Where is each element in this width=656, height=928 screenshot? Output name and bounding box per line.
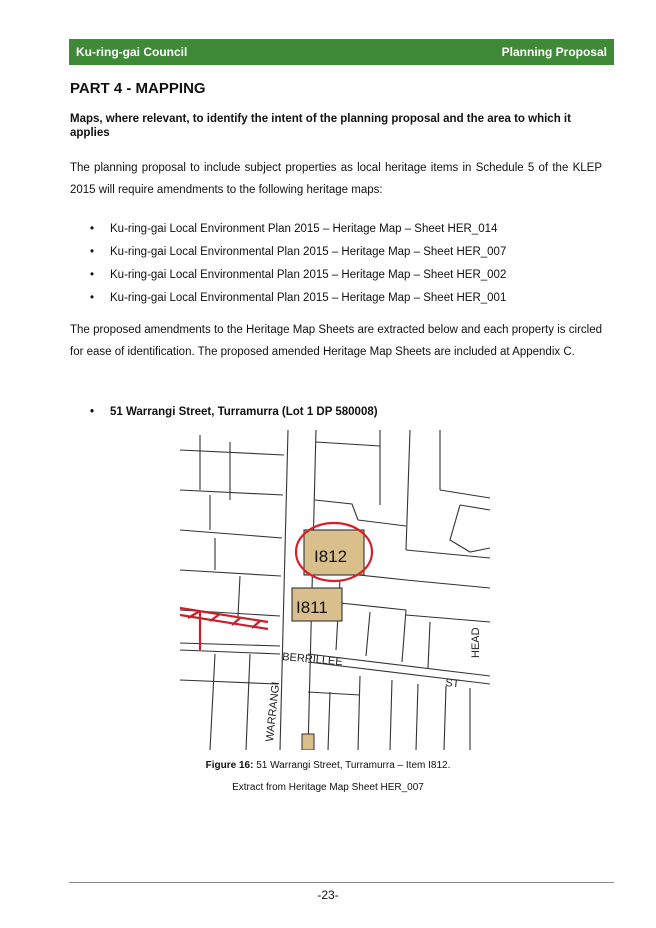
section-title: PART 4 - MAPPING bbox=[70, 80, 206, 97]
item-label-i812: I812 bbox=[314, 547, 348, 566]
street-label-head: HEAD bbox=[470, 627, 482, 658]
heritage-map-extract bbox=[180, 430, 490, 750]
page-header bbox=[69, 39, 614, 65]
street-label-warrangi: WARRANGI bbox=[264, 681, 283, 743]
street-label-st: ST bbox=[444, 677, 460, 691]
intro-paragraph: The planning proposal to include subject properties as local heritage items in Schedule 5 of the KLEP 2015 will require amendments to the following heritage maps: bbox=[70, 162, 602, 196]
property-heading: • 51 Warrangi Street, Turramurra (Lot 1 DP 580008) bbox=[70, 406, 378, 418]
list-item: • Ku-ring-gai Local Environmental Plan 2015 – Heritage Map – Sheet HER_001 bbox=[70, 289, 602, 312]
page-number: -23- bbox=[317, 888, 339, 902]
heritage-map-list bbox=[70, 220, 602, 312]
amendments-paragraph: The proposed amendments to the Heritage Map Sheets are extracted below and each property is circled for ease of identification. The proposed amended Heritage Map Sheets are included at Appendix C. bbox=[70, 324, 602, 358]
figure-label: Figure 16: bbox=[205, 760, 254, 771]
item-label-i811: I811 bbox=[296, 598, 328, 617]
list-item: • Ku-ring-gai Local Environmental Plan 2015 – Heritage Map – Sheet HER_002 bbox=[70, 266, 602, 289]
heritage-lot-lower bbox=[302, 734, 314, 750]
header-document-type: Planning Proposal bbox=[501, 45, 607, 59]
figure-source: Extract from Heritage Map Sheet HER_007 bbox=[232, 782, 424, 793]
section-subtitle: Maps, where relevant, to identify the intent of the planning proposal and the area to which it applies bbox=[70, 113, 571, 139]
list-item: • Ku-ring-gai Local Environment Plan 2015 – Heritage Map – Sheet HER_014 bbox=[70, 220, 602, 243]
list-item: • Ku-ring-gai Local Environmental Plan 2015 – Heritage Map – Sheet HER_007 bbox=[70, 243, 602, 266]
figure-caption: 51 Warrangi Street, Turramurra – Item I812. bbox=[256, 760, 451, 771]
street-label-berrillee: BERRILLEE bbox=[281, 651, 344, 669]
header-organisation: Ku-ring-gai Council bbox=[76, 45, 188, 59]
footer-divider bbox=[69, 882, 614, 883]
